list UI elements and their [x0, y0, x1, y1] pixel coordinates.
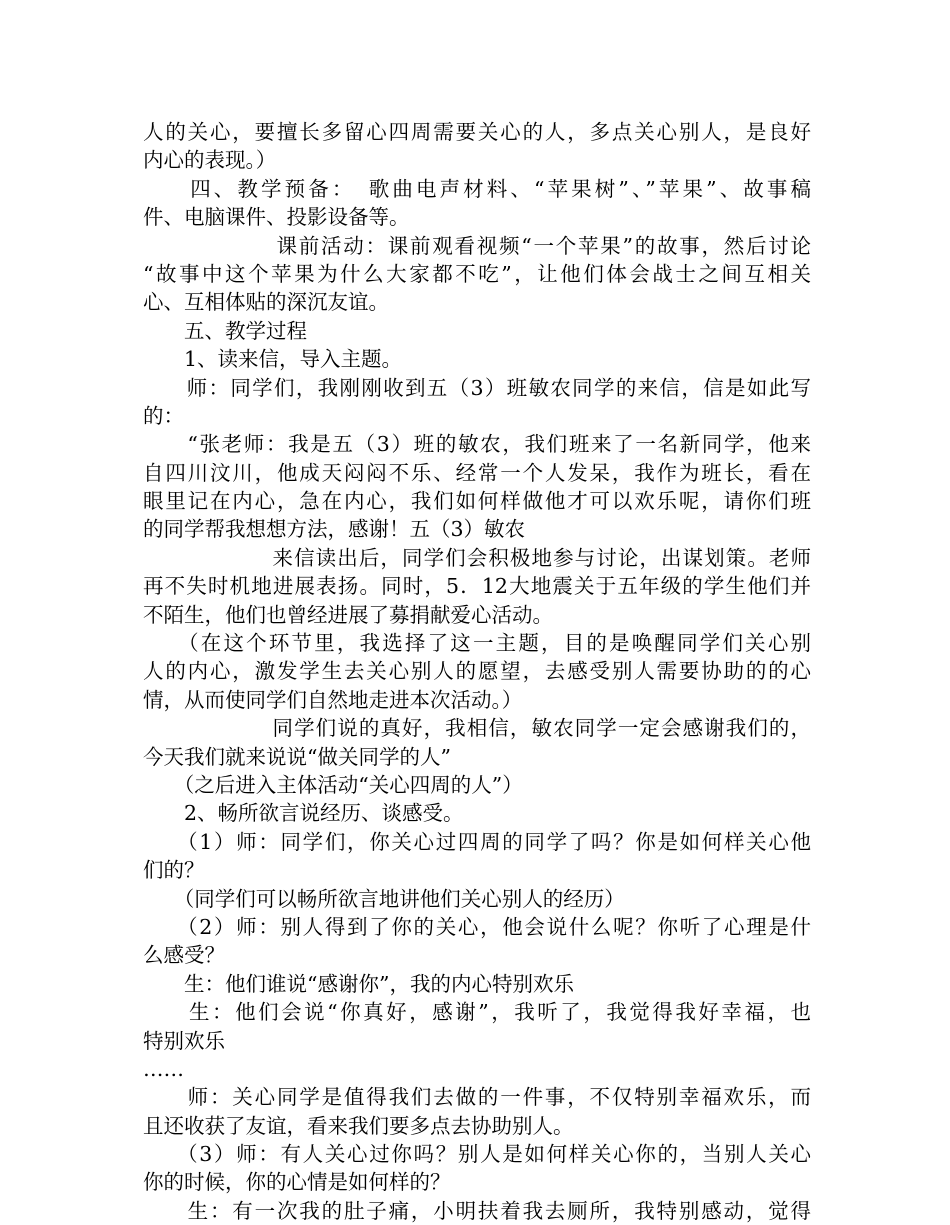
- text-line: 情，从而使同学们自然地走进本次活动。）: [143, 687, 523, 712]
- text-line: 么感受？: [143, 943, 225, 968]
- text-line: 师：关心同学是值得我们去做的一件事，不仅特别幸福欢乐，而: [143, 1085, 811, 1110]
- text-line: （之后进入主体活动“关心四周的人”）: [143, 772, 523, 797]
- text-line: 的同学帮我想想方法，感谢！五（3）敏农: [143, 517, 526, 542]
- text-line: 五、教学过程: [143, 318, 307, 343]
- text-line: 2、畅所欲言说经历、谈感受。: [143, 801, 464, 826]
- text-line: 们的？: [143, 858, 205, 883]
- text-line: 师：同学们，我刚刚收到五（3）班敏农同学的来信，信是如此写: [143, 375, 811, 400]
- text-line: （同学们可以畅所欲言地讲他们关心别人的经历）: [143, 886, 625, 911]
- document-page: [143, 118, 811, 1225]
- text-line: （2）师：别人得到了你的关心，他会说什么呢？你听了心理是什: [143, 914, 811, 939]
- text-line: “故事中这个苹果为什么大家都不吃”，让他们体会战士之间互相关: [143, 261, 811, 286]
- text-line: 你的时候，你的心情是如何样的？: [143, 1170, 451, 1195]
- text-line: 来信读出后，同学们会积极地参与讨论，出谋划策。老师: [143, 545, 811, 570]
- text-line: 四、教学预备： 歌曲电声材料、“苹果树”、”苹果”、故事稿: [143, 176, 811, 201]
- text-line: 1、读来信，导入主题。: [143, 347, 403, 372]
- text-line: 生：有一次我的肚子痛，小明扶着我去厕所，我特别感动，觉得: [143, 1198, 811, 1223]
- text-line: 同学们说的真好，我相信，敏农同学一定会感谢我们的，: [143, 716, 811, 741]
- text-line: 生：他们谁说“感谢你”，我的内心特别欢乐: [143, 971, 574, 996]
- text-line: （1）师：同学们，你关心过四周的同学了吗？你是如何样关心他: [143, 829, 811, 854]
- text-line: 的：: [143, 403, 184, 428]
- text-line: 人的内心，激发学生去关心别人的愿望，去感受别人需要协助的的心: [143, 659, 811, 684]
- text-line: （在这个环节里，我选择了这一主题，目的是唤醒同学们关心别: [143, 631, 811, 656]
- text-line: “张老师：我是五（3）班的敏农，我们班来了一名新同学，他来: [143, 432, 811, 457]
- text-line: 再不失时机地进展表扬。同时，5．12大地震关于五年级的学生他们并: [143, 574, 811, 599]
- text-line: 内心的表现。）: [143, 148, 277, 173]
- text-line: 特别欢乐: [143, 1028, 225, 1053]
- text-line: 不陌生，他们也曾经进展了募捐献爱心活动。: [143, 602, 553, 627]
- text-line: 人的关心，要擅长多留心四周需要关心的人，多点关心别人，是良好: [143, 120, 811, 144]
- text-line: ……: [143, 1056, 184, 1081]
- text-line: 今天我们就来说说“做关同学的人”: [143, 744, 451, 769]
- text-line: （3）师：有人关心过你吗？别人是如何样关心你的，当别人关心: [143, 1142, 811, 1167]
- text-line: 心、互相体贴的深沉友谊。: [143, 290, 389, 315]
- text-line: 自四川汶川，他成天闷闷不乐、经常一个人发呆，我作为班长，看在: [143, 460, 811, 485]
- text-line: 且还收获了友谊，看来我们要多点去协助别人。: [143, 1113, 574, 1138]
- text-line: 件、电脑课件、投影设备等。: [143, 205, 410, 230]
- text-line: 眼里记在内心，急在内心，我们如何样做他才可以欢乐呢，请你们班: [143, 489, 811, 514]
- text-line: 课前活动：课前观看视频“一个苹果”的故事，然后讨论: [143, 233, 811, 258]
- text-line: 生：他们会说“你真好，感谢”，我听了，我觉得我好幸福，也: [143, 1000, 811, 1025]
